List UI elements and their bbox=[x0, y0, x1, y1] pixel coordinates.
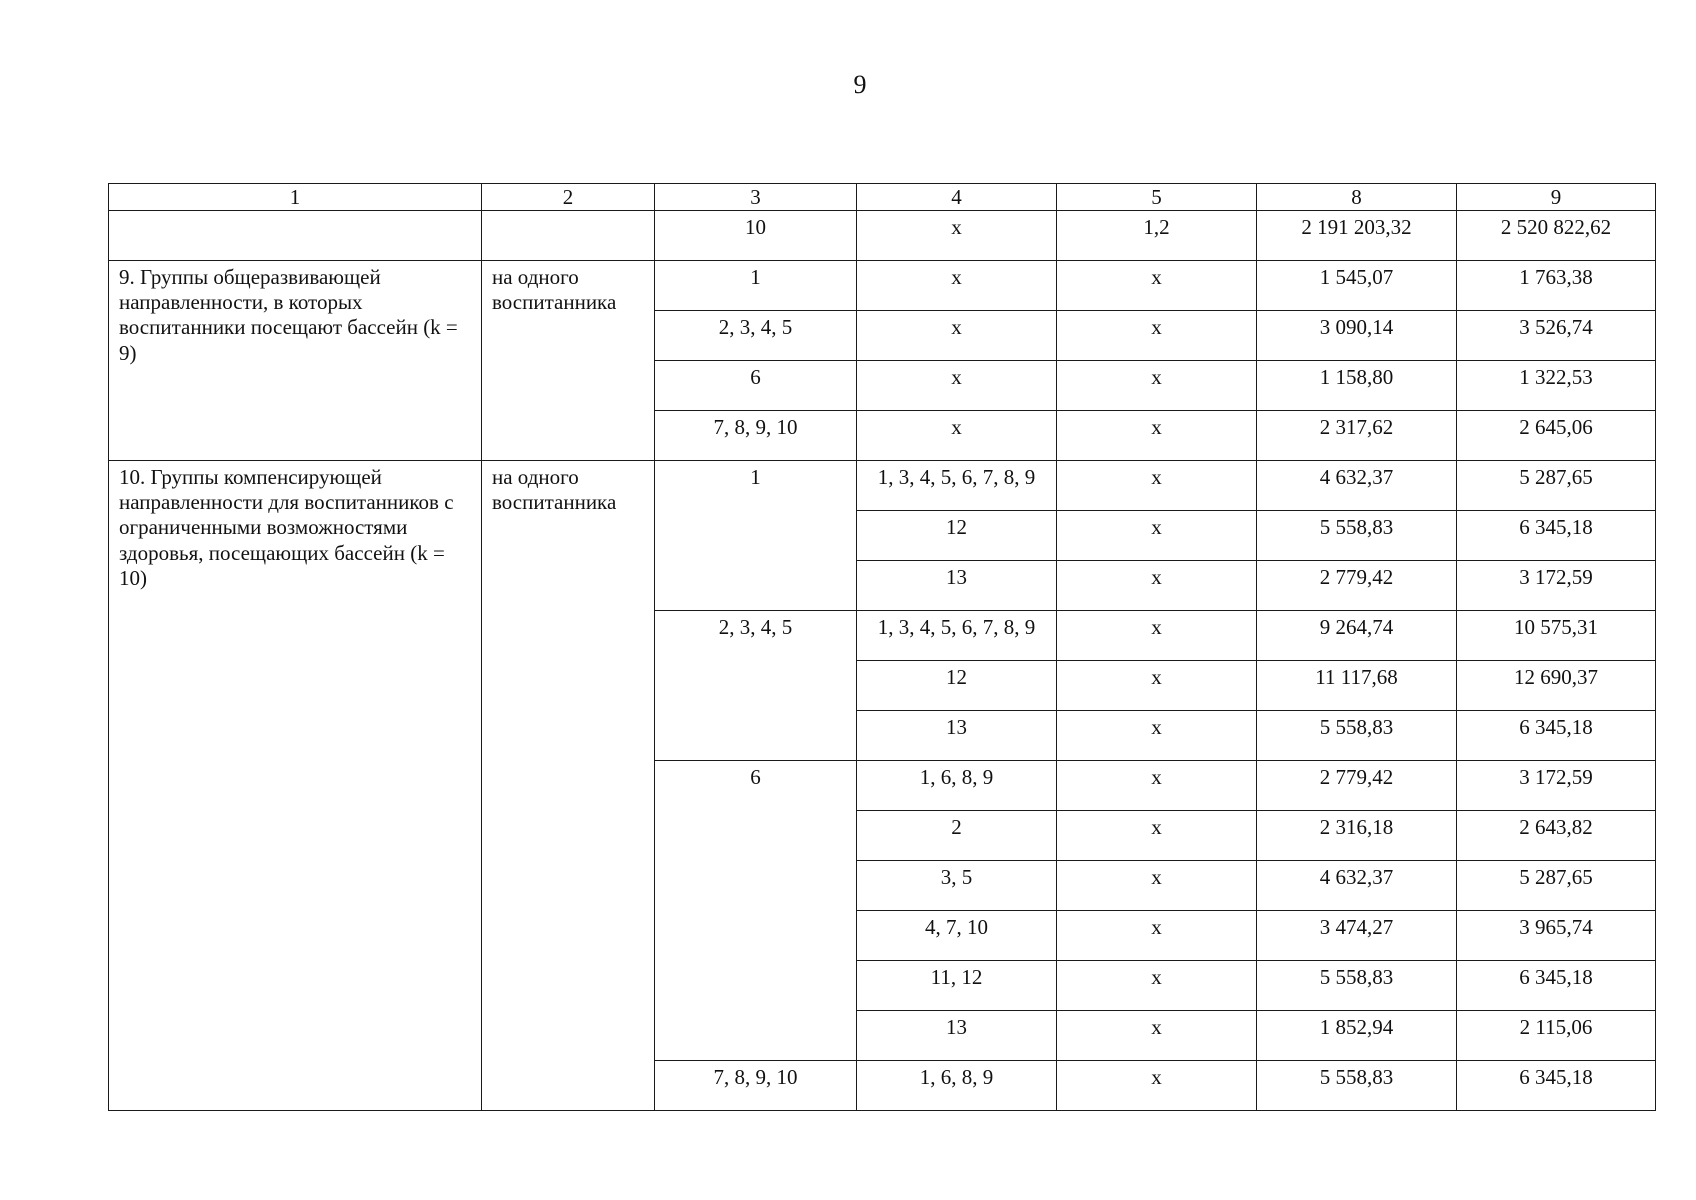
table-cell: х bbox=[857, 361, 1057, 411]
table-cell: 2 645,06 bbox=[1457, 411, 1656, 461]
table-row bbox=[109, 211, 1656, 261]
table-cell: 4 632,37 bbox=[1257, 861, 1457, 911]
column-header: 5 bbox=[1057, 184, 1257, 211]
table-cell: 1 bbox=[655, 261, 857, 311]
table-cell: 3 090,14 bbox=[1257, 311, 1457, 361]
table-cell: 5 287,65 bbox=[1457, 461, 1656, 511]
table-cell: х bbox=[1057, 411, 1257, 461]
table-cell: 6 345,18 bbox=[1457, 1061, 1656, 1111]
table-cell: 2, 3, 4, 5 bbox=[655, 611, 857, 761]
table-cell: 2 bbox=[857, 811, 1057, 861]
table-cell: 7, 8, 9, 10 bbox=[655, 1061, 857, 1111]
table-cell: 3, 5 bbox=[857, 861, 1057, 911]
table-cell: 3 172,59 bbox=[1457, 761, 1656, 811]
table-cell: х bbox=[1057, 911, 1257, 961]
table-cell: 6 bbox=[655, 761, 857, 1061]
table-cell: х bbox=[857, 261, 1057, 311]
table-cell: 5 558,83 bbox=[1257, 1061, 1457, 1111]
table-cell: х bbox=[1057, 811, 1257, 861]
table-cell: 12 690,37 bbox=[1457, 661, 1656, 711]
table-cell: 1 158,80 bbox=[1257, 361, 1457, 411]
table-cell: 1 bbox=[655, 461, 857, 611]
table-cell: 1,2 bbox=[1057, 211, 1257, 261]
table-cell: 2 316,18 bbox=[1257, 811, 1457, 861]
table-cell: 11, 12 bbox=[857, 961, 1057, 1011]
table-cell: 1, 6, 8, 9 bbox=[857, 761, 1057, 811]
table-cell: 7, 8, 9, 10 bbox=[655, 411, 857, 461]
unit-label: на одного воспитанника bbox=[482, 261, 655, 461]
table-cell: 10 bbox=[655, 211, 857, 261]
table-cell: х bbox=[1057, 961, 1257, 1011]
table-row bbox=[109, 261, 1656, 311]
table-cell: 12 bbox=[857, 511, 1057, 561]
table-cell: 2 779,42 bbox=[1257, 561, 1457, 611]
table-cell: 13 bbox=[857, 561, 1057, 611]
table-cell: х bbox=[857, 411, 1057, 461]
table-cell: 2 191 203,32 bbox=[1257, 211, 1457, 261]
table-row bbox=[109, 461, 1656, 511]
table-cell: 2 115,06 bbox=[1457, 1011, 1656, 1061]
table-cell: х bbox=[1057, 511, 1257, 561]
table-cell: 2 643,82 bbox=[1457, 811, 1656, 861]
table-cell: 4, 7, 10 bbox=[857, 911, 1057, 961]
table-cell: 6 345,18 bbox=[1457, 961, 1656, 1011]
table-cell: х bbox=[1057, 461, 1257, 511]
page-number: 9 bbox=[853, 70, 867, 99]
column-header: 9 bbox=[1457, 184, 1656, 211]
table-cell: 2 317,62 bbox=[1257, 411, 1457, 461]
group-10-section bbox=[109, 461, 1656, 1111]
column-header: 1 bbox=[109, 184, 482, 211]
unit-label: на одного воспитанника bbox=[482, 461, 655, 1111]
table-cell: 5 558,83 bbox=[1257, 711, 1457, 761]
table-cell: 6 bbox=[655, 361, 857, 411]
column-header: 2 bbox=[482, 184, 655, 211]
table-cell: 5 287,65 bbox=[1457, 861, 1656, 911]
group-title: 10. Группы компенсирующей направленности для воспитанников с ограниченными возможностями здоровья, посещающих бассейн (k = 10) bbox=[109, 461, 482, 1111]
table-cell: х bbox=[1057, 861, 1257, 911]
table-cell: 3 526,74 bbox=[1457, 311, 1656, 361]
table-cell: 1, 6, 8, 9 bbox=[857, 1061, 1057, 1111]
group-9-section bbox=[109, 261, 1656, 461]
table-cell: х bbox=[1057, 561, 1257, 611]
table-cell: х bbox=[1057, 1061, 1257, 1111]
table-cell: 6 345,18 bbox=[1457, 511, 1656, 561]
table-cell: 1, 3, 4, 5, 6, 7, 8, 9 bbox=[857, 461, 1057, 511]
table-cell: 10 575,31 bbox=[1457, 611, 1656, 661]
table-cell: х bbox=[1057, 361, 1257, 411]
column-header: 3 bbox=[655, 184, 857, 211]
table-cell: 1 763,38 bbox=[1457, 261, 1656, 311]
group-title: 9. Группы общеразвивающей направленности, в которых воспитанники посещают бассейн (k = 9) bbox=[109, 261, 482, 461]
table-cell: 1, 3, 4, 5, 6, 7, 8, 9 bbox=[857, 611, 1057, 661]
table-cell: 3 965,74 bbox=[1457, 911, 1656, 961]
table-cell: 13 bbox=[857, 1011, 1057, 1061]
table-cell: 2 520 822,62 bbox=[1457, 211, 1656, 261]
table-cell: х bbox=[1057, 1011, 1257, 1061]
table-cell: 11 117,68 bbox=[1257, 661, 1457, 711]
table-cell: х bbox=[857, 311, 1057, 361]
table-cell: 3 172,59 bbox=[1457, 561, 1656, 611]
table-cell: х bbox=[1057, 311, 1257, 361]
table-cell: 1 545,07 bbox=[1257, 261, 1457, 311]
table-cell: х bbox=[1057, 611, 1257, 661]
table-cell: 1 852,94 bbox=[1257, 1011, 1457, 1061]
table-cell: 2, 3, 4, 5 bbox=[655, 311, 857, 361]
table-cell: 13 bbox=[857, 711, 1057, 761]
table-cell: х bbox=[1057, 661, 1257, 711]
table-cell: х bbox=[857, 211, 1057, 261]
table-cell: х bbox=[1057, 261, 1257, 311]
table-cell: 1 322,53 bbox=[1457, 361, 1656, 411]
table-cell: 6 345,18 bbox=[1457, 711, 1656, 761]
column-header: 4 bbox=[857, 184, 1057, 211]
table-cell: х bbox=[1057, 761, 1257, 811]
table-cell bbox=[482, 211, 655, 261]
tariff-table bbox=[108, 183, 1656, 1111]
table-cell bbox=[109, 211, 482, 261]
table-cell: 5 558,83 bbox=[1257, 961, 1457, 1011]
table-cell: 12 bbox=[857, 661, 1057, 711]
column-header: 8 bbox=[1257, 184, 1457, 211]
table-cell: 2 779,42 bbox=[1257, 761, 1457, 811]
table-cell: 9 264,74 bbox=[1257, 611, 1457, 661]
table-cell: 3 474,27 bbox=[1257, 911, 1457, 961]
table-cell: х bbox=[1057, 711, 1257, 761]
table-cell: 4 632,37 bbox=[1257, 461, 1457, 511]
table-header-row bbox=[109, 184, 1656, 211]
table-cell: 5 558,83 bbox=[1257, 511, 1457, 561]
